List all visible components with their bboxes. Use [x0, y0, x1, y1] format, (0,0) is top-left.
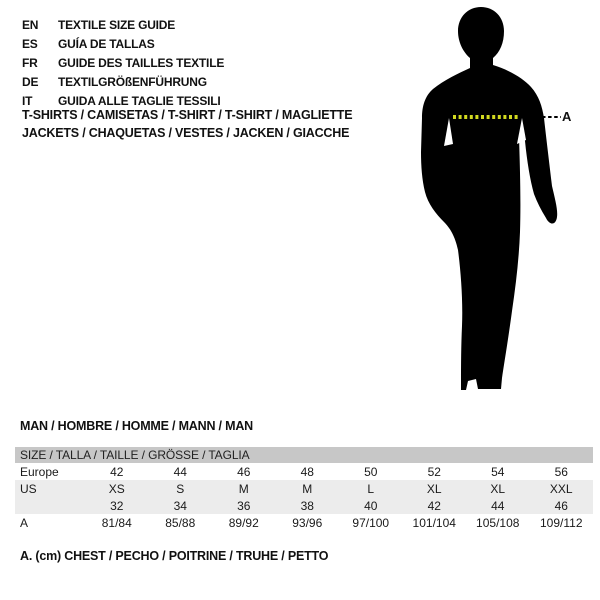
table-cell: 52 [427, 464, 441, 479]
language-code: ES [22, 36, 38, 51]
table-cell: 105/108 [476, 515, 520, 530]
table-cell: 56 [554, 464, 568, 479]
table-cell: 50 [364, 464, 378, 479]
table-cell: XL [490, 481, 506, 496]
table-cell: 93/96 [292, 515, 323, 530]
size-table-row-europe [15, 463, 593, 480]
language-title-row [22, 34, 224, 53]
table-cell: XS [108, 481, 125, 496]
row-label: Europe [20, 464, 59, 479]
category-line-tshirts: T-SHIRTS / CAMISETAS / T-SHIRT / T-SHIRT / MAGLIETTE [22, 108, 353, 122]
size-table-row-chest [15, 514, 593, 531]
table-cell: 109/112 [540, 515, 583, 530]
language-title-row [22, 72, 224, 91]
table-cell: 42 [110, 464, 124, 479]
table-cell: XL [426, 481, 442, 496]
table-cell: M [238, 481, 249, 496]
man-silhouette-body [421, 7, 557, 390]
table-cell: 89/92 [228, 515, 259, 530]
size-table-row-us [15, 480, 593, 497]
language-code: FR [22, 55, 38, 70]
category-lines [22, 106, 352, 142]
measurement-label-a: A [562, 109, 572, 124]
table-cell: 54 [491, 464, 505, 479]
language-title-row [22, 15, 224, 34]
table-cell: XXL [549, 481, 573, 496]
table-cell: 44 [173, 464, 187, 479]
guide-title: TEXTILE SIZE GUIDE [58, 17, 176, 32]
table-cell: 48 [300, 464, 314, 479]
table-cell: 32 [110, 498, 124, 513]
table-cell: 34 [173, 498, 187, 513]
size-table [15, 447, 593, 531]
measurement-footnote: A. (cm) CHEST / PECHO / POITRINE / TRUHE / PETTO [20, 549, 329, 563]
man-silhouette [420, 6, 565, 398]
table-cell: S [176, 481, 185, 496]
language-title-list [22, 15, 224, 110]
language-title-row [22, 53, 224, 72]
size-table-header: SIZE / TALLA / TAILLE / GRÖSSE / TAGLIA [15, 447, 593, 463]
gender-heading: MAN / HOMBRE / HOMME / MANN / MAN [20, 419, 253, 433]
table-cell: 42 [427, 498, 441, 513]
category-line-jackets: JACKETS / CHAQUETAS / VESTES / JACKEN / GIACCHE [22, 126, 350, 140]
table-cell: L [367, 481, 375, 496]
table-cell: 46 [554, 498, 568, 513]
table-cell: 40 [364, 498, 378, 513]
table-cell: 101/104 [412, 515, 456, 530]
table-cell: 85/88 [165, 515, 196, 530]
language-code: EN [22, 17, 39, 32]
size-table-row-us-numeric [15, 497, 593, 514]
guide-title: TEXTILGRÖßENFÜHRUNG [58, 74, 207, 89]
table-cell: 44 [491, 498, 505, 513]
table-cell: 46 [237, 464, 251, 479]
guide-title: GUIDE DES TAILLES TEXTILE [58, 55, 225, 70]
guide-title: GUÍA DE TALLAS [58, 36, 155, 51]
table-cell: 36 [237, 498, 251, 513]
table-cell: M [302, 481, 313, 496]
row-label: US [20, 481, 37, 496]
row-label: A [20, 515, 29, 530]
language-code: DE [22, 74, 39, 89]
table-cell: 97/100 [352, 515, 390, 530]
language-code: IT [22, 93, 33, 108]
table-cell: 81/84 [101, 515, 132, 530]
table-cell: 38 [300, 498, 314, 513]
guide-title: GUIDA ALLE TAGLIE TESSILI [58, 93, 221, 108]
